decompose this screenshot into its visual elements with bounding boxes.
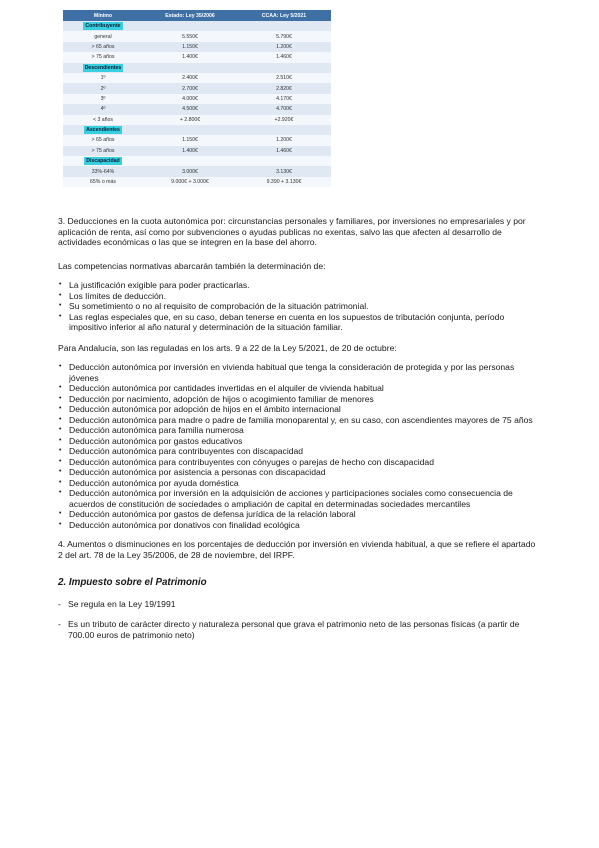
table-cell-ccaa bbox=[237, 156, 331, 166]
table-cell-estado: 4.000€ bbox=[143, 94, 237, 104]
dash-item: - Se regula en la Ley 19/1991 bbox=[58, 599, 538, 610]
table-cell-label bbox=[63, 125, 143, 135]
table-cell-ccaa: 2.820€ bbox=[237, 83, 331, 93]
section-label: Contribuyente bbox=[85, 23, 121, 30]
table-cell-label: 33%-64% bbox=[63, 166, 143, 176]
table-cell-estado: + 2.800€ bbox=[143, 115, 237, 125]
table-row bbox=[63, 31, 331, 41]
table-cell-estado: 2.400€ bbox=[143, 73, 237, 83]
list-item: • La justificación exigible para poder practicarlas. bbox=[58, 280, 538, 291]
deduccion-item: • Deducción autonómica para contribuyentes con cónyuges o parejas de hecho con discapacidad bbox=[58, 457, 538, 468]
table-row bbox=[63, 104, 331, 114]
deduccion-item: • Deducción autonómica por gastos educativos bbox=[58, 436, 538, 447]
table-cell-label: 1º bbox=[63, 73, 143, 83]
table-row bbox=[63, 177, 331, 187]
competencias-list bbox=[58, 280, 538, 333]
table-cell-estado bbox=[143, 21, 237, 31]
table-cell-label: > 75 años bbox=[63, 52, 143, 62]
table-section-row bbox=[63, 156, 331, 166]
deduccion-item: • Deducción autonómica por inversión en vivienda habitual que tenga la consideración de protegida y por las personas jóvenes bbox=[58, 362, 538, 383]
table-row bbox=[63, 73, 331, 83]
paragraph-andalucia-intro: Para Andalucía, son las reguladas en los arts. 9 a 22 de la Ley 5/2021, de 20 de octubre: bbox=[58, 342, 397, 353]
table-cell-estado: 2.700€ bbox=[143, 83, 237, 93]
table-row bbox=[63, 52, 331, 62]
table-row bbox=[63, 42, 331, 52]
table-cell-label: > 65 años bbox=[63, 135, 143, 145]
table-cell-ccaa: 5.790€ bbox=[237, 31, 331, 41]
table-cell-ccaa: 2.510€ bbox=[237, 73, 331, 83]
table-header-row bbox=[63, 10, 331, 21]
paragraph-porcentajes-vivienda: 4. Aumentos o disminuciones en los porcentajes de deducción por inversión en vivienda habitual, a que se refiere el apartado 2 del art. 78 de la Ley 35/2006, de 28 de noviembre, del IRPF. bbox=[58, 539, 536, 560]
table-cell-label bbox=[63, 21, 143, 31]
table-cell-estado: 1.400€ bbox=[143, 52, 237, 62]
deduccion-item: • Deducción autonómica por cantidades invertidas en el alquiler de vivienda habitual bbox=[58, 383, 538, 394]
deduccion-item: • Deducción autonómica por asistencia a personas con discapacidad bbox=[58, 467, 538, 478]
dash-item: - Es un tributo de carácter directo y naturaleza personal que grava el patrimonio neto de las personas físicas (a partir de 700.00 euros de patrimonio neto) bbox=[58, 619, 538, 640]
paragraph-competencias-intro: Las competencias normativas abarcarán también la determinación de: bbox=[58, 260, 326, 271]
table-cell-ccaa: 4.170€ bbox=[237, 94, 331, 104]
table-cell-label bbox=[63, 63, 143, 73]
deducciones-list bbox=[58, 362, 538, 530]
table-cell-label bbox=[63, 156, 143, 166]
table-cell-ccaa bbox=[237, 125, 331, 135]
table-cell-estado: 3.000€ bbox=[143, 166, 237, 176]
patrimonio-list bbox=[58, 599, 538, 641]
table-cell-estado: 1.150€ bbox=[143, 42, 237, 52]
deduccion-item: • Deducción autonómica por donativos con finalidad ecológica bbox=[58, 520, 538, 531]
list-item: • Los límites de deducción. bbox=[58, 291, 538, 302]
section-label: Ascendientes bbox=[86, 127, 120, 134]
table-row bbox=[63, 166, 331, 176]
deduccion-item: • Deducción autonómica para contribuyentes con discapacidad bbox=[58, 446, 538, 457]
table-section-row bbox=[63, 63, 331, 73]
table-section-row bbox=[63, 21, 331, 31]
document-body bbox=[58, 216, 538, 650]
deduccion-item: • Deducción autonómica por ayuda doméstica bbox=[58, 478, 538, 489]
header-minimo: Mínimo bbox=[63, 10, 143, 21]
table-row bbox=[63, 135, 331, 145]
table-body bbox=[63, 21, 331, 187]
table-section-row bbox=[63, 125, 331, 135]
table-cell-ccaa: 1.460€ bbox=[237, 52, 331, 62]
table-cell-ccaa: 9.390 + 3.130€ bbox=[237, 177, 331, 187]
table-cell-ccaa: +2.920€ bbox=[237, 115, 331, 125]
deduccion-item: • Deducción autonómica para familia numerosa bbox=[58, 425, 538, 436]
table-cell-label: 2º bbox=[63, 83, 143, 93]
table-cell-ccaa bbox=[237, 63, 331, 73]
section-heading-patrimonio: 2. Impuesto sobre el Patrimonio bbox=[58, 577, 207, 588]
list-item: • Las reglas especiales que, en su caso, deban tenerse en cuenta en los supuestos de tributación conjunta, período impositivo inferior al año natural y determinación de la situación familiar. bbox=[58, 312, 538, 333]
section-label: Descendientes bbox=[84, 64, 122, 71]
table-cell-label: general bbox=[63, 31, 143, 41]
table-row bbox=[63, 115, 331, 125]
table-cell-label: 65% o más bbox=[63, 177, 143, 187]
table-cell-estado: 1.150€ bbox=[143, 135, 237, 145]
minimos-table bbox=[63, 10, 331, 187]
table-row bbox=[63, 94, 331, 104]
deduccion-item: • Deducción por nacimiento, adopción de hijos o acogimiento familiar de menores bbox=[58, 394, 538, 405]
table-cell-label: < 3 años bbox=[63, 115, 143, 125]
table-cell-ccaa: 1.460€ bbox=[237, 146, 331, 156]
table-cell-estado: 5.550€ bbox=[143, 31, 237, 41]
table-row bbox=[63, 146, 331, 156]
list-item: • Su sometimiento o no al requisito de comprobación de la situación patrimonial. bbox=[58, 301, 538, 312]
table-cell-label: 3º bbox=[63, 94, 143, 104]
table-cell-ccaa: 1.200€ bbox=[237, 135, 331, 145]
table-cell-ccaa bbox=[237, 21, 331, 31]
table-cell-ccaa: 4.700€ bbox=[237, 104, 331, 114]
header-ccaa: CCAA: Ley 5/2021 bbox=[237, 10, 331, 21]
table-cell-estado bbox=[143, 125, 237, 135]
deduccion-item: • Deducción autonómica por gastos de defensa jurídica de la relación laboral bbox=[58, 509, 538, 520]
table-cell-estado: 4.500€ bbox=[143, 104, 237, 114]
table-cell-ccaa: 1.200€ bbox=[237, 42, 331, 52]
table-cell-label: > 75 años bbox=[63, 146, 143, 156]
table-cell-estado: 1.400€ bbox=[143, 146, 237, 156]
paragraph-deducciones-cuota: 3. Deducciones en la cuota autonómica por: circunstancias personales y familiares, por inversiones no empresariales y por aplicación de renta, así como por subvenciones o ayudas publicas no exentas, salvo las que afecten al desarrollo de actividades económicas o las que se integren en la base del ahorro. bbox=[58, 216, 526, 247]
header-estado: Estado: Ley 35/2006 bbox=[143, 10, 237, 21]
table-row bbox=[63, 83, 331, 93]
table-cell-label: > 65 años bbox=[63, 42, 143, 52]
table-cell-estado: 9.000€ + 3.000€ bbox=[143, 177, 237, 187]
table-cell-estado bbox=[143, 156, 237, 166]
table-cell-ccaa: 3.130€ bbox=[237, 166, 331, 176]
table-cell-label: 4º bbox=[63, 104, 143, 114]
section-label: Discapacidad bbox=[86, 158, 120, 165]
deduccion-item: • Deducción autonómica para madre o padre de familia monoparental y, en su caso, con ascendientes mayores de 75 años bbox=[58, 415, 538, 426]
minimos-table-container bbox=[63, 10, 331, 187]
table-cell-estado bbox=[143, 63, 237, 73]
deduccion-item: • Deducción autonómica por inversión en la adquisición de acciones y participaciones sociales como consecuencia de acuerdos de constitución de sociedades o ampliación de capital en determinadas sociedades mercantiles bbox=[58, 488, 538, 509]
deduccion-item: • Deducción autonómica por adopción de hijos en el ámbito internacional bbox=[58, 404, 538, 415]
